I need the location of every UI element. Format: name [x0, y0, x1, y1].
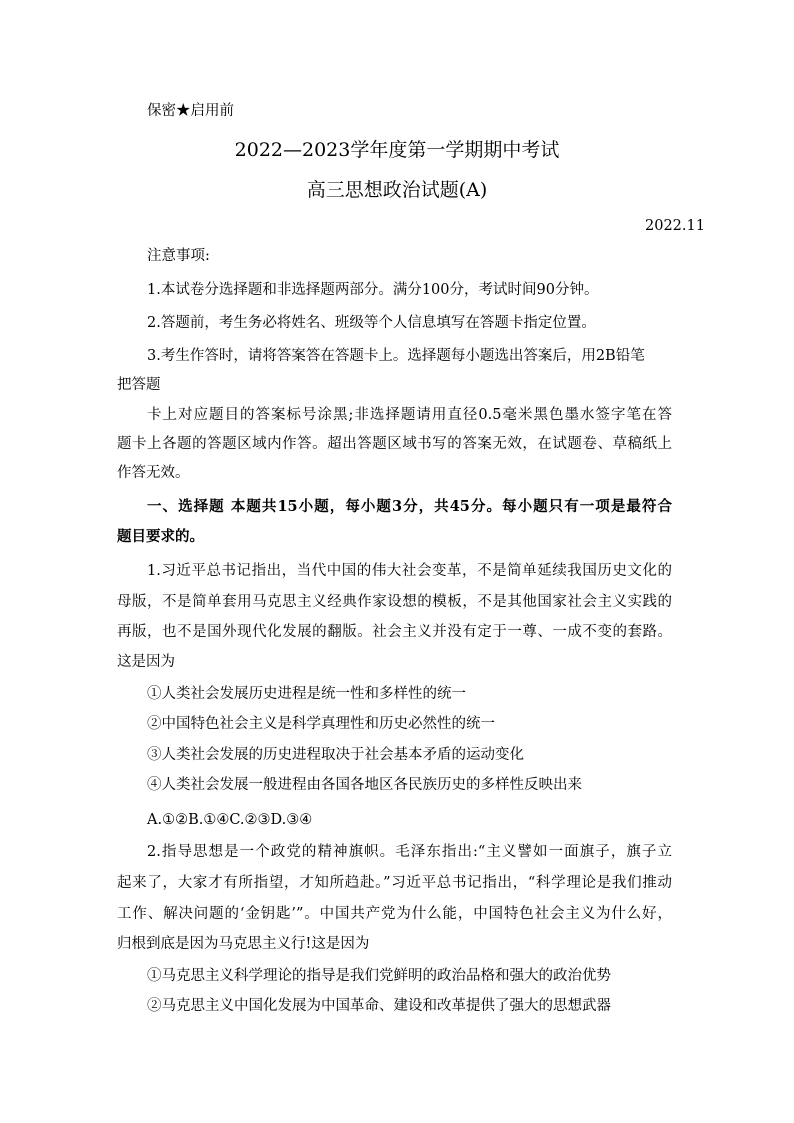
- confidential-label: 保密★启用前: [147, 103, 234, 119]
- question-2-stem-line-3: 工作、解决问题的‘金钥匙’”。中国共产党为什么能，中国特色社会主义为什么好，: [117, 906, 672, 922]
- note-item-1: 1.本试卷分选择题和非选择题两部分。满分100分，考试时间90分钟。: [147, 282, 599, 298]
- question-2-stem-line-1: 2.指导思想是一个政党的精神旗帜。毛泽东指出:“主义譬如一面旗子，旗子立: [147, 844, 672, 860]
- section-1-heading-cont: 题目要求的。: [117, 528, 204, 545]
- question-1-stem-line-3: 再版，也不是国外现代化发展的翻版。社会主义并没有定于一尊、一成不变的套路。: [117, 624, 672, 640]
- exam-date: 2022.11: [645, 218, 705, 234]
- note-item-3-cont: 把答题: [117, 377, 161, 393]
- question-1-option-2: ②中国特色社会主义是科学真理性和历史必然性的统一: [147, 716, 495, 732]
- question-2-option-1: ①马克思主义科学理论的指导是我们党鲜明的政治品格和强大的政治优势: [147, 968, 611, 984]
- notes-heading: 注意事项:: [147, 248, 210, 264]
- question-2-option-2: ②马克思主义中国化发展为中国革命、建设和改革提供了强大的思想武器: [147, 998, 611, 1014]
- section-1-heading: 一、选择题 本题共15小题，每小题3分，共45分。每小题只有一项是最符合: [147, 498, 672, 515]
- exam-subtitle: 高三思想政治试题(A): [306, 179, 488, 201]
- question-1-stem-line-4: 这是因为: [117, 654, 175, 670]
- question-2-stem-line-4: 归根到底是因为马克思主义行!这是因为: [117, 936, 370, 952]
- note-item-2: 2.答题前，考生务必将姓名、班级等个人信息填写在答题卡指定位置。: [147, 315, 596, 331]
- note-item-3-line-4: 作答无效。: [117, 465, 190, 481]
- exam-title: 2022—2023学年度第一学期期中考试: [234, 139, 560, 161]
- question-1-option-1: ①人类社会发展历史进程是统一性和多样性的统一: [147, 686, 466, 702]
- question-1-stem-line-1: 1.习近平总书记指出，当代中国的伟大社会变革，不是简单延续我国历史文化的: [147, 563, 672, 579]
- question-2-stem-line-2: 起来了，大家才有所指望，才知所趋赴。”习近平总书记指出，“科学理论是我们推动: [117, 875, 672, 891]
- note-item-3: 3.考生作答时，请将答案答在答题卡上。选择题每小题选出答案后，用2B铅笔: [147, 348, 645, 364]
- note-item-3-line-3: 题卡上各题的答题区域内作答。超出答题区域书写的答案无效，在试题卷、草稿纸上: [117, 436, 672, 452]
- question-1-option-3: ③人类社会发展的历史进程取决于社会基本矛盾的运动变化: [147, 747, 524, 763]
- question-1-option-4: ④人类社会发展一般进程由各国各地区各民族历史的多样性反映出来: [147, 777, 582, 793]
- question-1-answer-choices: A.①②B.①④C.②③D.③④: [147, 812, 313, 828]
- note-item-3-line-2: 卡上对应题目的答案标号涂黑;非选择题请用直径0.5毫米黑色墨水签字笔在答: [147, 407, 672, 423]
- question-1-stem-line-2: 母版，不是简单套用马克思主义经典作家设想的模板，不是其他国家社会主义实践的: [117, 594, 672, 610]
